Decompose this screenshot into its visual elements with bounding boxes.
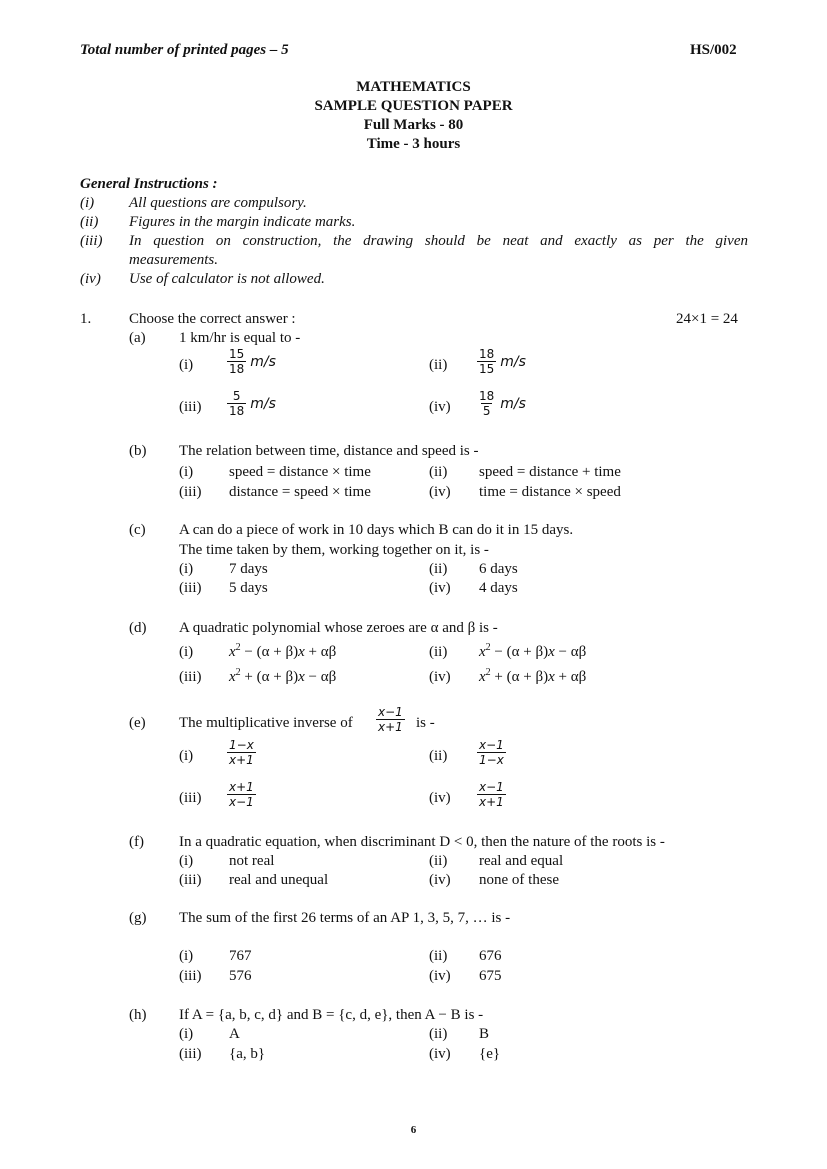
instruction-text: Use of calculator is not allowed. (129, 271, 325, 287)
variable-x: x (298, 669, 305, 685)
option-number: (ii) (429, 561, 448, 577)
question-text: Choose the correct answer : (129, 311, 296, 327)
subquestion-label: (b) (129, 443, 147, 459)
polynomial-term: − (α + β) (490, 644, 549, 660)
instruction-number: (ii) (80, 214, 99, 230)
exponent: 2 (485, 667, 491, 678)
subquestion-text: 1 km/hr is equal to - (179, 330, 301, 346)
question-fraction (376, 705, 405, 734)
variable-x: x (229, 644, 236, 660)
option-number: (ii) (429, 853, 448, 869)
option-number: (iii) (179, 790, 202, 806)
option-number: (i) (179, 948, 194, 964)
fraction-denominator: x+1 (229, 753, 254, 767)
option-number: (iii) (179, 968, 202, 984)
option-text: {a, b} (229, 1046, 266, 1062)
variable-x: x (548, 669, 555, 685)
option-text: real and equal (479, 853, 564, 869)
option-text: 5 days (229, 580, 268, 596)
subquestion-text: A can do a piece of work in 10 days which B can do it in 15 days. (179, 522, 574, 538)
exponent: 2 (485, 642, 491, 653)
option-text: 7 days (229, 561, 268, 577)
fraction-denominator: x+1 (378, 720, 403, 734)
option-fraction (227, 347, 276, 376)
question-marks: 24×1 = 24 (676, 311, 738, 327)
instructions-heading: General Instructions : (80, 176, 218, 192)
variable-x: x (298, 644, 305, 660)
fraction-numerator: 15 (229, 347, 245, 361)
variable-x: x (479, 669, 486, 685)
option-text: {e} (479, 1046, 501, 1062)
title-time: Time - 3 hours (366, 136, 461, 152)
instruction-number: (iii) (80, 233, 103, 249)
fraction-numerator: x−1 (378, 705, 403, 719)
page-number: 6 (410, 1124, 417, 1136)
subquestion-text: In a quadratic equation, when discriminant D < 0, then the nature of the roots is - (179, 834, 665, 850)
option-polynomial (229, 642, 336, 661)
option-fraction (477, 780, 506, 809)
option-fraction (227, 738, 256, 767)
subquestion-text: The multiplicative inverse of (179, 715, 353, 731)
instruction-number: (iv) (80, 271, 101, 287)
option-fraction (477, 389, 526, 418)
subquestion-text: The relation between time, distance and speed is - (179, 443, 479, 459)
option-fraction (477, 347, 526, 376)
fraction-denominator: 18 (229, 404, 245, 418)
fraction-denominator: 1−x (479, 753, 504, 767)
option-text: 4 days (479, 580, 518, 596)
instruction-text: In question on construction, the drawing should be neat and exactly as per the given (129, 233, 748, 249)
option-text: 576 (229, 968, 252, 984)
option-number: (iv) (429, 1046, 451, 1062)
variable-x: x (548, 644, 555, 660)
polynomial-term: − (α + β) (240, 644, 299, 660)
subquestion-text: A quadratic polynomial whose zeroes are α and β is - (179, 620, 498, 636)
fraction-numerator: 18 (479, 389, 495, 403)
option-number: (iv) (429, 872, 451, 888)
option-polynomial (229, 667, 336, 686)
option-text: distance = speed × time (229, 484, 371, 500)
option-polynomial (479, 667, 586, 686)
variable-x: x (479, 644, 486, 660)
fraction-numerator: 18 (479, 347, 495, 361)
fraction-numerator: 1−x (229, 738, 254, 752)
option-fraction (477, 738, 506, 767)
subquestion-text: The sum of the first 26 terms of an AP 1, 3, 5, 7, … is - (179, 910, 511, 926)
fraction-unit: m/s (500, 395, 526, 412)
option-text: A (229, 1026, 240, 1042)
subquestion-label: (f) (129, 834, 144, 850)
option-number: (iv) (429, 580, 451, 596)
fraction-denominator: x−1 (229, 795, 254, 809)
instruction-text: All questions are compulsory. (129, 195, 307, 211)
option-text: 6 days (479, 561, 518, 577)
question-number: 1. (80, 311, 92, 327)
option-number: (iv) (429, 790, 451, 806)
instruction-text: Figures in the margin indicate marks. (129, 214, 356, 230)
title-full-marks: Full Marks - 80 (363, 117, 464, 133)
fraction-denominator: 18 (229, 362, 245, 376)
option-text: not real (229, 853, 275, 869)
option-number: (iii) (179, 669, 202, 685)
title-subject: MATHEMATICS (356, 79, 471, 95)
subquestion-text-after: is - (416, 715, 435, 731)
subquestion-label: (a) (129, 330, 146, 346)
option-text: 675 (479, 968, 502, 984)
title-paper-type: SAMPLE QUESTION PAPER (314, 98, 513, 114)
instruction-number: (i) (80, 195, 95, 211)
option-text: none of these (479, 872, 559, 888)
option-number: (iii) (179, 1046, 202, 1062)
subquestion-text-continued: The time taken by them, working together on it, is - (179, 542, 489, 558)
subquestion-label: (e) (129, 715, 146, 731)
option-number: (i) (179, 357, 194, 373)
polynomial-term: + (α + β) (490, 669, 549, 685)
option-number: (iii) (179, 580, 202, 596)
fraction-unit: m/s (250, 353, 276, 370)
fraction-numerator: x+1 (229, 780, 254, 794)
polynomial-term: − αβ (554, 644, 587, 660)
option-polynomial (479, 642, 586, 661)
option-text: speed = distance × time (229, 464, 371, 480)
fraction-numerator: x−1 (479, 738, 504, 752)
option-number: (ii) (429, 748, 448, 764)
option-text: time = distance × speed (479, 484, 621, 500)
polynomial-term: + αβ (304, 644, 337, 660)
subquestion-text: If A = {a, b, c, d} and B = {c, d, e}, then A − B is - (179, 1007, 484, 1023)
option-number: (iv) (429, 669, 451, 685)
fraction-unit: m/s (500, 353, 526, 370)
fraction-denominator: 5 (482, 404, 491, 418)
option-number: (ii) (429, 1026, 448, 1042)
instruction-text-continued: measurements. (129, 252, 219, 268)
option-number: (iii) (179, 484, 202, 500)
fraction-unit: m/s (250, 395, 276, 412)
subquestion-label: (h) (129, 1007, 147, 1023)
variable-x: x (229, 669, 236, 685)
subquestion-label: (c) (129, 522, 146, 538)
polynomial-term: + αβ (554, 669, 587, 685)
polynomial-term: + (α + β) (240, 669, 299, 685)
fraction-numerator: 5 (232, 389, 241, 403)
header-paper-code: HS/002 (690, 42, 737, 58)
fraction-denominator: x+1 (479, 795, 504, 809)
option-text: 676 (479, 948, 502, 964)
exponent: 2 (235, 667, 241, 678)
fraction-numerator: x−1 (479, 780, 504, 794)
option-number: (ii) (429, 644, 448, 660)
option-number: (iv) (429, 968, 451, 984)
option-number: (ii) (429, 948, 448, 964)
exponent: 2 (235, 642, 241, 653)
polynomial-term: − αβ (304, 669, 337, 685)
option-number: (ii) (429, 464, 448, 480)
option-text: speed = distance + time (479, 464, 621, 480)
fraction-denominator: 15 (479, 362, 495, 376)
subquestion-label: (d) (129, 620, 147, 636)
option-text: B (479, 1026, 490, 1042)
header-printed-pages: Total number of printed pages – 5 (80, 42, 289, 58)
option-number: (i) (179, 853, 194, 869)
option-text: real and unequal (229, 872, 329, 888)
option-number: (i) (179, 1026, 194, 1042)
subquestion-label: (g) (129, 910, 147, 926)
option-number: (iii) (179, 872, 202, 888)
option-number: (iv) (429, 484, 451, 500)
option-number: (iii) (179, 399, 202, 415)
option-number: (i) (179, 748, 194, 764)
option-fraction (227, 780, 256, 809)
option-number: (i) (179, 561, 194, 577)
option-fraction (227, 389, 276, 418)
option-text: 767 (229, 948, 252, 964)
option-number: (ii) (429, 357, 448, 373)
option-number: (i) (179, 644, 194, 660)
option-number: (iv) (429, 399, 451, 415)
option-number: (i) (179, 464, 194, 480)
